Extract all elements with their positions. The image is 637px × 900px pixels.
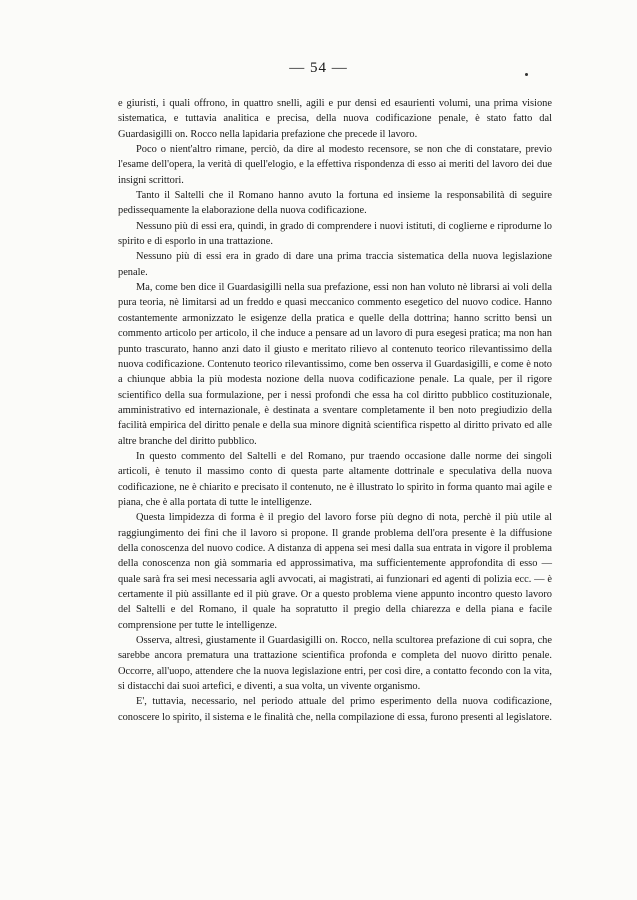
page-number: — 54 — bbox=[289, 60, 348, 76]
paragraph-8: Questa limpidezza di forma è il pregio del lavoro forse più degno di nota, perchè il più utile al raggiungimento dei fini che il lavoro si propone. Il grande problema dell'ora presente è la diffusione della conoscenza del nuovo codice. A distanza di appena sei mesi dalla sua entrata in vigore il problema della conoscenza non già sommaria ed approssimativa, ma sufficientemente approfondita di esso — quale sarà fra sei mesi necessaria agli avvocati, ai magistrati, ai funzionari ed agenti di polizia ecc. — è certamente il più assillante ed il più grave. Or a questo problema viene appunto incontro questo lavoro del Saltelli e del Romano, il quale ha sopratutto il pregio della chiarezza e della piana e facile comprensione per tutte le intelligenze. bbox=[118, 512, 552, 631]
paragraph-3: Tanto il Saltelli che il Romano hanno avuto la fortuna ed insieme la responsabilità di seguire pedissequamente la elaborazione della nuova codificazione. bbox=[118, 190, 552, 217]
paragraph-9: Osserva, altresì, giustamente il Guardasigilli on. Rocco, nella scultorea prefazione di cui sopra, che sarebbe ancora prematura una trattazione scientifica profonda e completa del nuovo diritto penale. Occorre, all'uopo, attendere che la nuova legislazione entri, per così dire, a contatto fecondo con la vita, si distacchi dai suoi artefici, e diventi, a sua volta, un vivente organismo. bbox=[118, 635, 552, 693]
paragraph-4: Nessuno più di essi era, quindi, in grado di comprendere i nuovi istituti, di coglierne e riprodurne lo spirito e di esporlo in una trattazione. bbox=[118, 220, 552, 248]
paragraph-10: E', tuttavia, necessario, nel periodo attuale del primo esperimento della nuova codificazione, conoscere lo spirito, il sistema e le finalità che, nella compilazione di essa, furono presenti al legislatore. bbox=[118, 696, 552, 723]
paragraph-2: Poco o nient'altro rimane, perciò, da dire al modesto recensore, se non che di constatare, previo l'esame dell'opera, la verità di quell'elogio, e la effettiva rispondenza di esso ai meriti del lavoro dei due insigni scrittori. bbox=[118, 144, 552, 186]
paragraph-6: Ma, come ben dice il Guardasigilli nella sua prefazione, essi non han voluto nè librarsi ai voli della pura teoria, nè limitarsi ad un freddo e quasi meccanico commento esegetico del nuovo codice. Hanno costantemente armonizzato le esigenze della pratica e quelle della dottrina; hanno scritto bensì un commento articolo per articolo, il che induce a pensare ad un lavoro di pura esegesi pratica; ma non han punto trascurato, hanno anzi dato il giusto e meritato rilievo al contenuto teorico rilevantissimo della nuova codificazione. Contenuto teorico rilevantissimo, come ben osserva il Guardasigilli, e come è noto a chiunque abbia la più modesta nozione della nuova codificazione penale. La quale, per il rigore scientifico della sua formulazione, per i nessi profondi che essa ha col diritto pubblico costituzionale, amministrativo ed internazionale, è destinata a sventare completamente il ben noto pregiudizio della facilità empirica del diritto penale e della sua minore dignità scientifica rispetto al diritto privato ed alle altre branche del diritto pubblico. bbox=[118, 282, 552, 447]
paragraph-1: e giuristi, i quali offrono, in quattro snelli, agili e pur densi ed esaurienti volumi, una prima visione sistematica, e tuttavia analitica e precisa, della nuova codificazione penale, è stato fatto dal Guardasigilli on. Rocco nella lapidaria prefazione che precede il lavoro. bbox=[118, 98, 552, 140]
body-text bbox=[118, 96, 552, 725]
paragraph-7: In questo commento del Saltelli e del Romano, pur traendo occasione dalle norme dei singoli articoli, è tenuto il massimo conto di questa parte altamente dottrinale e speculativa della nuova codificazione, ne è chiarito e precisato il contenuto, ne è illustrato lo spirito in forma quanto mai agile e piana, che è alla portata di tutte le intelligenze. bbox=[118, 450, 552, 508]
ink-dot bbox=[525, 73, 528, 76]
paragraph-5: Nessuno più di essi era in grado di dare una prima traccia sistematica della nuova legislazione penale. bbox=[118, 251, 552, 278]
